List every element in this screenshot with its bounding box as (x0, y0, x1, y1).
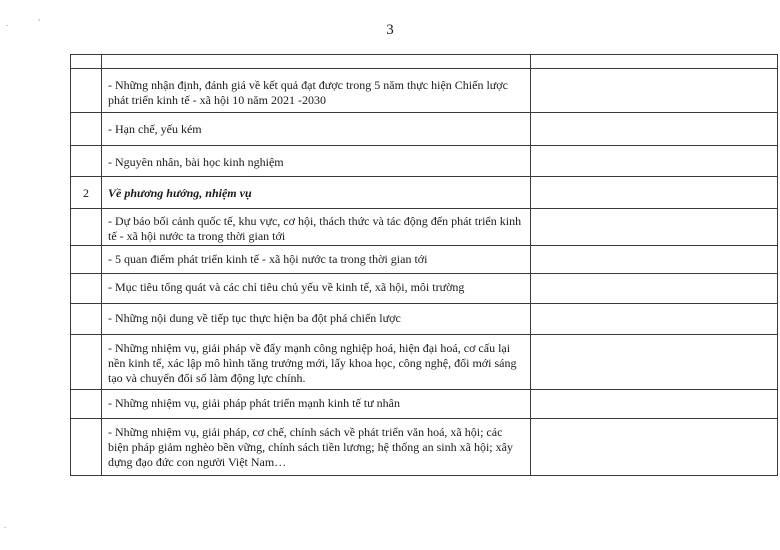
table-row (71, 419, 778, 476)
scan-speck: . (6, 18, 9, 28)
content-cell (102, 177, 531, 209)
item-text: - Những nhiệm vụ, giải pháp phát triển mạnh kinh tế tư nhân (108, 396, 400, 410)
table-row (71, 390, 778, 419)
note-cell (531, 246, 778, 274)
content-cell (102, 419, 531, 476)
item-text: - Mục tiêu tổng quát và các chỉ tiêu chủ yếu về kinh tế, xã hội, môi trường (108, 280, 465, 294)
content-cell (102, 146, 531, 177)
scan-speck: . (4, 520, 7, 530)
note-cell (531, 146, 778, 177)
item-text: - Những nhận định, đánh giá về kết quả đạt được trong 5 năm thực hiện Chiến lược phát triển kinh tế - xã hội 10 năm 2021 -2030 (108, 78, 508, 107)
note-cell (531, 69, 778, 113)
note-cell (531, 55, 778, 69)
note-cell (531, 209, 778, 246)
table-row (71, 55, 778, 69)
row-number-cell (71, 274, 102, 304)
table-row (71, 146, 778, 177)
note-cell (531, 304, 778, 335)
row-number-cell (71, 55, 102, 69)
item-text: - Những nội dung về tiếp tục thực hiện ba đột phá chiến lược (108, 311, 401, 325)
table-row (71, 69, 778, 113)
item-text: - Những nhiệm vụ, giải pháp về đẩy mạnh công nghiệp hoá, hiện đại hoá, cơ cấu lại nền kinh tế, xác lập mô hình tăng trưởng mới, lấy khoa học, công nghệ, đổi mới sáng tạo và chuyển đổi số làm động lực chính. (108, 341, 517, 385)
content-cell (102, 55, 531, 69)
section-heading-row (71, 177, 778, 209)
row-number-cell (71, 419, 102, 476)
content-cell (102, 209, 531, 246)
row-number-cell (71, 246, 102, 274)
content-cell (102, 274, 531, 304)
item-text: - Nguyên nhân, bài học kinh nghiệm (108, 155, 284, 169)
table-row (71, 335, 778, 390)
item-text: - Dự báo bối cảnh quốc tế, khu vực, cơ hội, thách thức và tác động đến phát triển kinh tế - xã hội nước ta trong thời gian tới (108, 214, 522, 243)
note-cell (531, 177, 778, 209)
content-cell (102, 390, 531, 419)
row-number-cell (71, 304, 102, 335)
note-cell (531, 113, 778, 146)
note-cell (531, 335, 778, 390)
item-text: - Hạn chế, yếu kém (108, 122, 202, 136)
row-number-cell (71, 390, 102, 419)
row-number-cell (71, 335, 102, 390)
section-heading-text: Về phương hướng, nhiệm vụ (108, 186, 252, 200)
item-text: - 5 quan điểm phát triển kinh tế - xã hội nước ta trong thời gian tới (108, 252, 428, 266)
table-row (71, 209, 778, 246)
row-number-cell (71, 209, 102, 246)
row-number-cell (71, 146, 102, 177)
table-row (71, 246, 778, 274)
note-cell (531, 390, 778, 419)
content-cell (102, 335, 531, 390)
row-number-cell: 2 (71, 177, 102, 209)
item-text: - Những nhiệm vụ, giải pháp, cơ chế, chính sách về phát triển văn hoá, xã hội; các biện pháp giảm nghèo bền vững, chính sách tiền lương; hệ thống an sinh xã hội; xây dựng đạo đức con người Việt Nam… (108, 425, 513, 469)
note-cell (531, 419, 778, 476)
note-cell (531, 274, 778, 304)
table-row (71, 274, 778, 304)
table-row (71, 113, 778, 146)
row-number-cell (71, 113, 102, 146)
content-cell (102, 113, 531, 146)
table-row (71, 304, 778, 335)
content-cell (102, 69, 531, 113)
page-number: 3 (386, 22, 394, 38)
content-cell (102, 304, 531, 335)
table-body (71, 55, 778, 476)
row-number-cell (71, 69, 102, 113)
content-table (70, 54, 778, 476)
scan-speck: , (38, 12, 41, 22)
content-cell (102, 246, 531, 274)
